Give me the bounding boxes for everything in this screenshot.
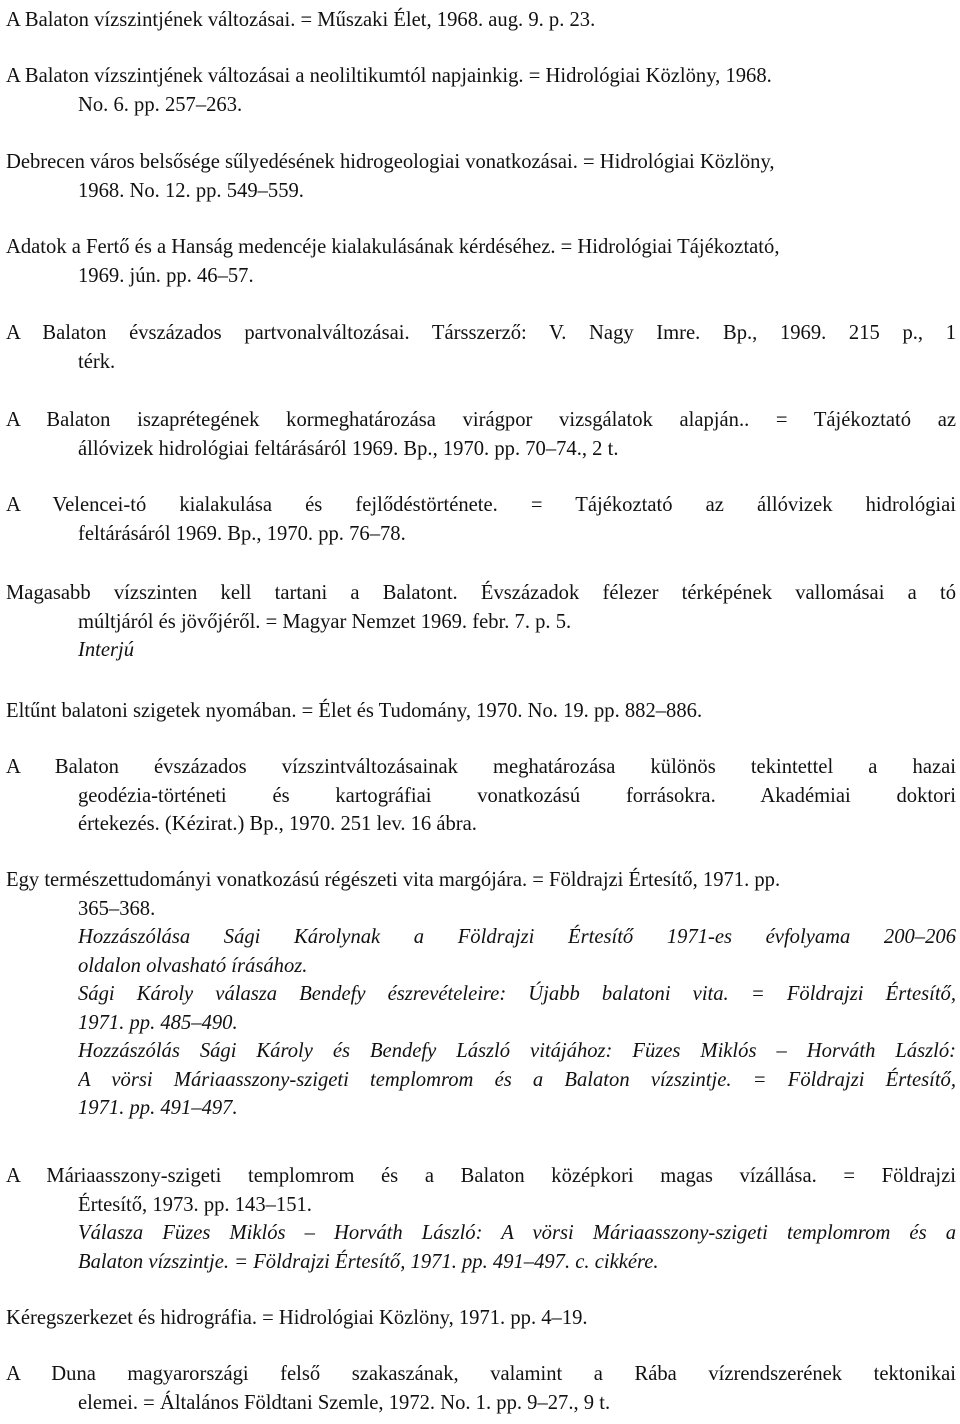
entry-text-line: térk. bbox=[78, 350, 116, 373]
entry-text-line: A Balaton vízszintjének változásai a neoliltikumtól napjainkig. = Hidrológiai Közlöny, 1968. bbox=[6, 65, 772, 87]
entry-text-line: elemei. = Általános Földtani Szemle, 1972. No. 1. pp. 9–27., 9 t. bbox=[78, 1391, 611, 1414]
entry-text-line: A Balaton évszázados partvonalváltozásai. Társszerző: V. Nagy Imre. Bp., 1969. 215 p., 1 bbox=[6, 322, 956, 344]
entry-note-line: 1971. pp. 491–497. bbox=[78, 1097, 238, 1119]
entry-text-line: A Balaton évszázados vízszintváltozásainak meghatározása különös tekintettel a hazai bbox=[6, 756, 956, 778]
entry-text-line: Kéregszerkezet és hidrográfia. = Hidrológiai Közlöny, 1971. pp. 4–19. bbox=[6, 1307, 588, 1329]
entry-text-line: geodézia-történeti és kartográfiai vonatkozású forrásokra. Akadémiai doktori bbox=[78, 784, 956, 807]
entry-note-line: Balaton vízszintje. = Földrajzi Értesítő, 1971. pp. 491–497. c. cikkére. bbox=[78, 1250, 659, 1273]
entry-text-line: múltjáról és jövőjéről. = Magyar Nemzet 1969. febr. 7. p. 5. bbox=[78, 610, 572, 633]
entry-note-line: oldalon olvasható írásához. bbox=[78, 954, 308, 977]
entry-text-line: Debrecen város belsősége sűlyedésének hidrogeologiai vonatkozásai. = Hidrológiai Közlöny, bbox=[6, 151, 775, 173]
entry-text-line: 1969. jún. pp. 46–57. bbox=[78, 264, 254, 287]
entry-text-line: A Velencei-tó kialakulása és fejlődéstörténete. = Tájékoztató az állóvizek hidrológiai bbox=[6, 494, 956, 516]
entry-text-line: A Duna magyarországi felső szakaszának, valamint a Rába vízrendszerének tektonikai bbox=[6, 1363, 956, 1385]
entry-text-line: feltárásáról 1969. Bp., 1970. pp. 76–78. bbox=[78, 522, 406, 545]
entry-note-line: A vörsi Máriaasszony-szigeti templomrom és a Balaton vízszintje. = Földrajzi Értesítő, bbox=[78, 1068, 956, 1091]
entry-text-line: Egy természettudományi vonatkozású régészeti vita margójára. = Földrajzi Értesítő, 1971. pp. bbox=[6, 869, 781, 891]
entry-text-line: A Máriaasszony-szigeti templomrom és a Balaton középkori magas vízállása. = Földrajzi bbox=[6, 1165, 956, 1187]
entry-text-line: értekezés. (Kézirat.) Bp., 1970. 251 lev. 16 ábra. bbox=[78, 813, 477, 835]
entry-text-line: Eltűnt balatoni szigetek nyomában. = Élet és Tudomány, 1970. No. 19. pp. 882–886. bbox=[6, 700, 703, 722]
entry-note-line: Sági Károly válasza Bendefy észrevételeire: Újabb balatoni vita. = Földrajzi Értesítő, bbox=[78, 983, 956, 1005]
entry-text-line: A Balaton vízszintjének változásai. = Műszaki Élet, 1968. aug. 9. p. 23. bbox=[6, 9, 596, 31]
entry-text-line: No. 6. pp. 257–263. bbox=[78, 93, 243, 116]
entry-text-line: 1968. No. 12. pp. 549–559. bbox=[78, 179, 304, 202]
entry-text-line: Magasabb vízszinten kell tartani a Balatont. Évszázadok félezer térképének vallomásai a tó bbox=[6, 582, 956, 604]
entry-note-line: Interjú bbox=[78, 639, 135, 661]
entry-note-line: Hozzászólása Sági Károlynak a Földrajzi Értesítő 1971-es évfolyama 200–206 bbox=[78, 926, 956, 948]
entry-text-line: Adatok a Fertő és a Hanság medencéje kialakulásának kérdéséhez. = Hidrológiai Tájékoztató, bbox=[6, 236, 780, 258]
entry-note-line: Válasza Füzes Miklós – Horváth László: A vörsi Máriaasszony-szigeti templomrom és a bbox=[78, 1222, 956, 1244]
entry-text-line: Értesítő, 1973. pp. 143–151. bbox=[78, 1193, 312, 1216]
entry-text-line: állóvizek hidrológiai feltárásáról 1969. Bp., 1970. pp. 70–74., 2 t. bbox=[78, 437, 619, 460]
entry-text-line: A Balaton iszaprétegének kormeghatározása virágpor vizsgálatok alapján.. = Tájékoztató az bbox=[6, 409, 956, 431]
entry-note-line: Hozzászólás Sági Károly és Bendefy László vitájához: Füzes Miklós – Horváth László: bbox=[78, 1040, 956, 1062]
entry-text-line: 365–368. bbox=[78, 897, 156, 920]
entry-note-line: 1971. pp. 485–490. bbox=[78, 1011, 238, 1034]
bibliography-page bbox=[6, 0, 956, 1424]
